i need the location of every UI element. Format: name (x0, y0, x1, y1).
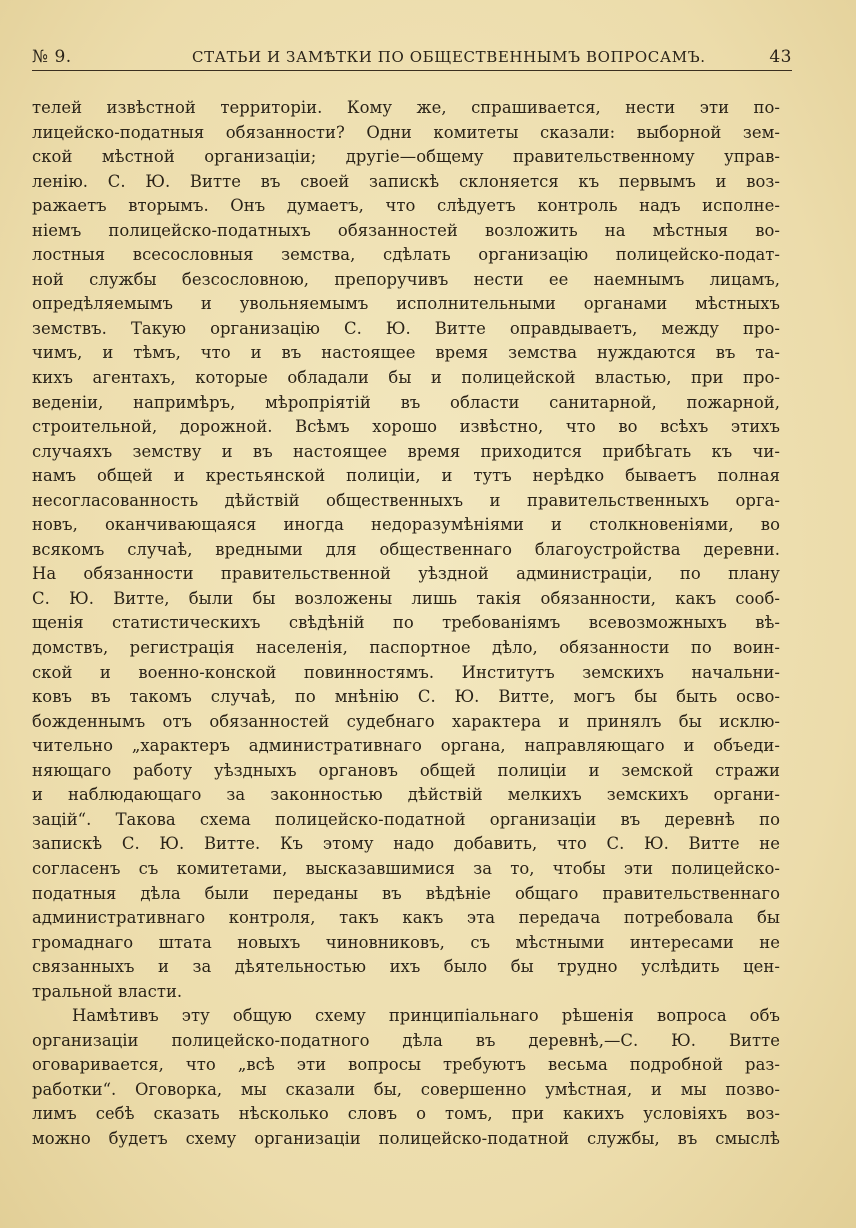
text-line: лицейско-податныя обязанности? Одни комитеты сказали: выборной зем- (32, 122, 780, 142)
text-line: и наблюдающаго за законностью дѣйствій мелкихъ земскихъ органи- (32, 785, 780, 805)
text-line: На обязанности правительственной уѣздной администраціи, по плану (32, 564, 780, 584)
text-line: опредѣляемымъ и увольняемымъ исполнительными органами мѣстныхъ (32, 294, 780, 314)
text-line: ніемъ полицейско-податныхъ обязанностей возложить на мѣстныя во- (32, 220, 780, 240)
text-line: связанныхъ и за дѣятельностью ихъ было бы трудно услѣдить цен- (32, 957, 780, 977)
text-line: новъ, оканчивающаяся иногда недоразумѣніями и столкновеніями, во (32, 515, 780, 535)
running-title: СТАТЬИ И ЗАМѢТКИ ПО ОБЩЕСТВЕННЫМЪ ВОПРОСАМЪ. (192, 48, 706, 66)
text-line: ской и военно-конской повинностямъ. Институтъ земскихъ начальни- (32, 662, 780, 682)
text-line: чимъ, и тѣмъ, что и въ настоящее время земства нуждаются въ та- (32, 343, 780, 363)
text-line: податныя дѣла были переданы въ вѣдѣніе общаго правительственнаго (32, 883, 780, 903)
text-line: земствъ. Такую организацію С. Ю. Витте оправдываетъ, между про- (32, 318, 780, 338)
text-line: ленію. С. Ю. Витте въ своей запискѣ склоняется къ первымъ и воз- (32, 171, 780, 191)
text-line: тральной власти. (32, 981, 183, 1001)
issue-number: № 9. (32, 47, 72, 67)
page-number: 43 (769, 47, 792, 67)
running-header (32, 46, 792, 72)
text-line: организаціи полицейско-податного дѣла въ деревнѣ,—С. Ю. Витте (32, 1030, 780, 1050)
text-line: оговаривается, что „всѣ эти вопросы требуютъ весьма подробной раз- (32, 1055, 780, 1075)
text-line: телей извѣстной территоріи. Кому же, спрашивается, нести эти по- (32, 98, 780, 117)
text-line: ской мѣстной организаціи; другіе—общему правительственному управ- (32, 147, 780, 167)
text-line: кихъ агентахъ, которые обладали бы и полицейской властью, при про- (32, 368, 780, 388)
text-line: несогласованность дѣйствій общественныхъ и правительственныхъ орга- (32, 490, 780, 510)
text-line: согласенъ съ комитетами, высказавшимися за то, чтобы эти полицейско- (32, 858, 780, 878)
text-line: ковъ въ такомъ случаѣ, по мнѣнію С. Ю. Витте, могъ бы быть осво- (32, 687, 780, 707)
text-line: административнаго контроля, такъ какъ эта передача потребовала бы (32, 908, 780, 928)
text-line: божденнымъ отъ обязанностей судебнаго характера и принялъ бы исклю- (32, 711, 780, 731)
text-line: веденіи, напримѣръ, мѣропріятій въ области санитарной, пожарной, (32, 392, 780, 412)
text-line: случаяхъ земству и въ настоящее время приходится прибѣгать къ чи- (32, 441, 780, 461)
text-line: домствъ, регистрація населенія, паспортное дѣло, обязанности по воин- (32, 638, 780, 658)
text-line: ной службы безсословною, препоручивъ нести ее наемнымъ лицамъ, (32, 269, 780, 289)
text-line: ражаетъ вторымъ. Онъ думаетъ, что слѣдуетъ контроль надъ исполне- (32, 196, 780, 216)
text-line: С. Ю. Витте, были бы возложены лишь такія обязанности, какъ сооб- (32, 588, 780, 608)
text-line: чительно „характеръ административнаго органа, направляющаго и объеди- (32, 736, 780, 756)
text-line: лостныя всесословныя земства, сдѣлать организацію полицейско-подат- (32, 245, 780, 265)
text-line: няющаго работу уѣздныхъ органовъ общей полиціи и земской стражи (32, 760, 780, 780)
text-line: работки“. Оговорка, мы сказали бы, совершенно умѣстная, и мы позво- (32, 1079, 780, 1099)
text-line: зацій“. Такова схема полицейско-податной организаціи въ деревнѣ по (32, 809, 780, 829)
text-line: всякомъ случаѣ, вредными для общественнаго благоустройства деревни. (32, 539, 780, 559)
text-line: запискѣ С. Ю. Витте. Къ этому надо добавить, что С. Ю. Витте не (32, 834, 780, 854)
text-line: щенія статистическихъ свѣдѣній по требованіямъ всевозможныхъ вѣ- (32, 613, 780, 633)
header-rule (32, 70, 792, 71)
text-line: лимъ себѣ сказать нѣсколько словъ о томъ, при какихъ условіяхъ воз- (32, 1104, 780, 1124)
text-line: намъ общей и крестьянской полиціи, и тутъ нерѣдко бываетъ полная (32, 466, 780, 486)
text-line: громаднаго штата новыхъ чиновниковъ, съ мѣстными интересами не (32, 932, 780, 952)
text-line: строительной, дорожной. Всѣмъ хорошо извѣстно, что во всѣхъ этихъ (32, 417, 780, 437)
text-line: можно будетъ схему организаціи полицейско-податной службы, въ смыслѣ (32, 1128, 780, 1148)
text-line: Намѣтивъ эту общую схему принципіальнаго рѣшенія вопроса объ (72, 1006, 780, 1026)
article-body (32, 96, 780, 1152)
